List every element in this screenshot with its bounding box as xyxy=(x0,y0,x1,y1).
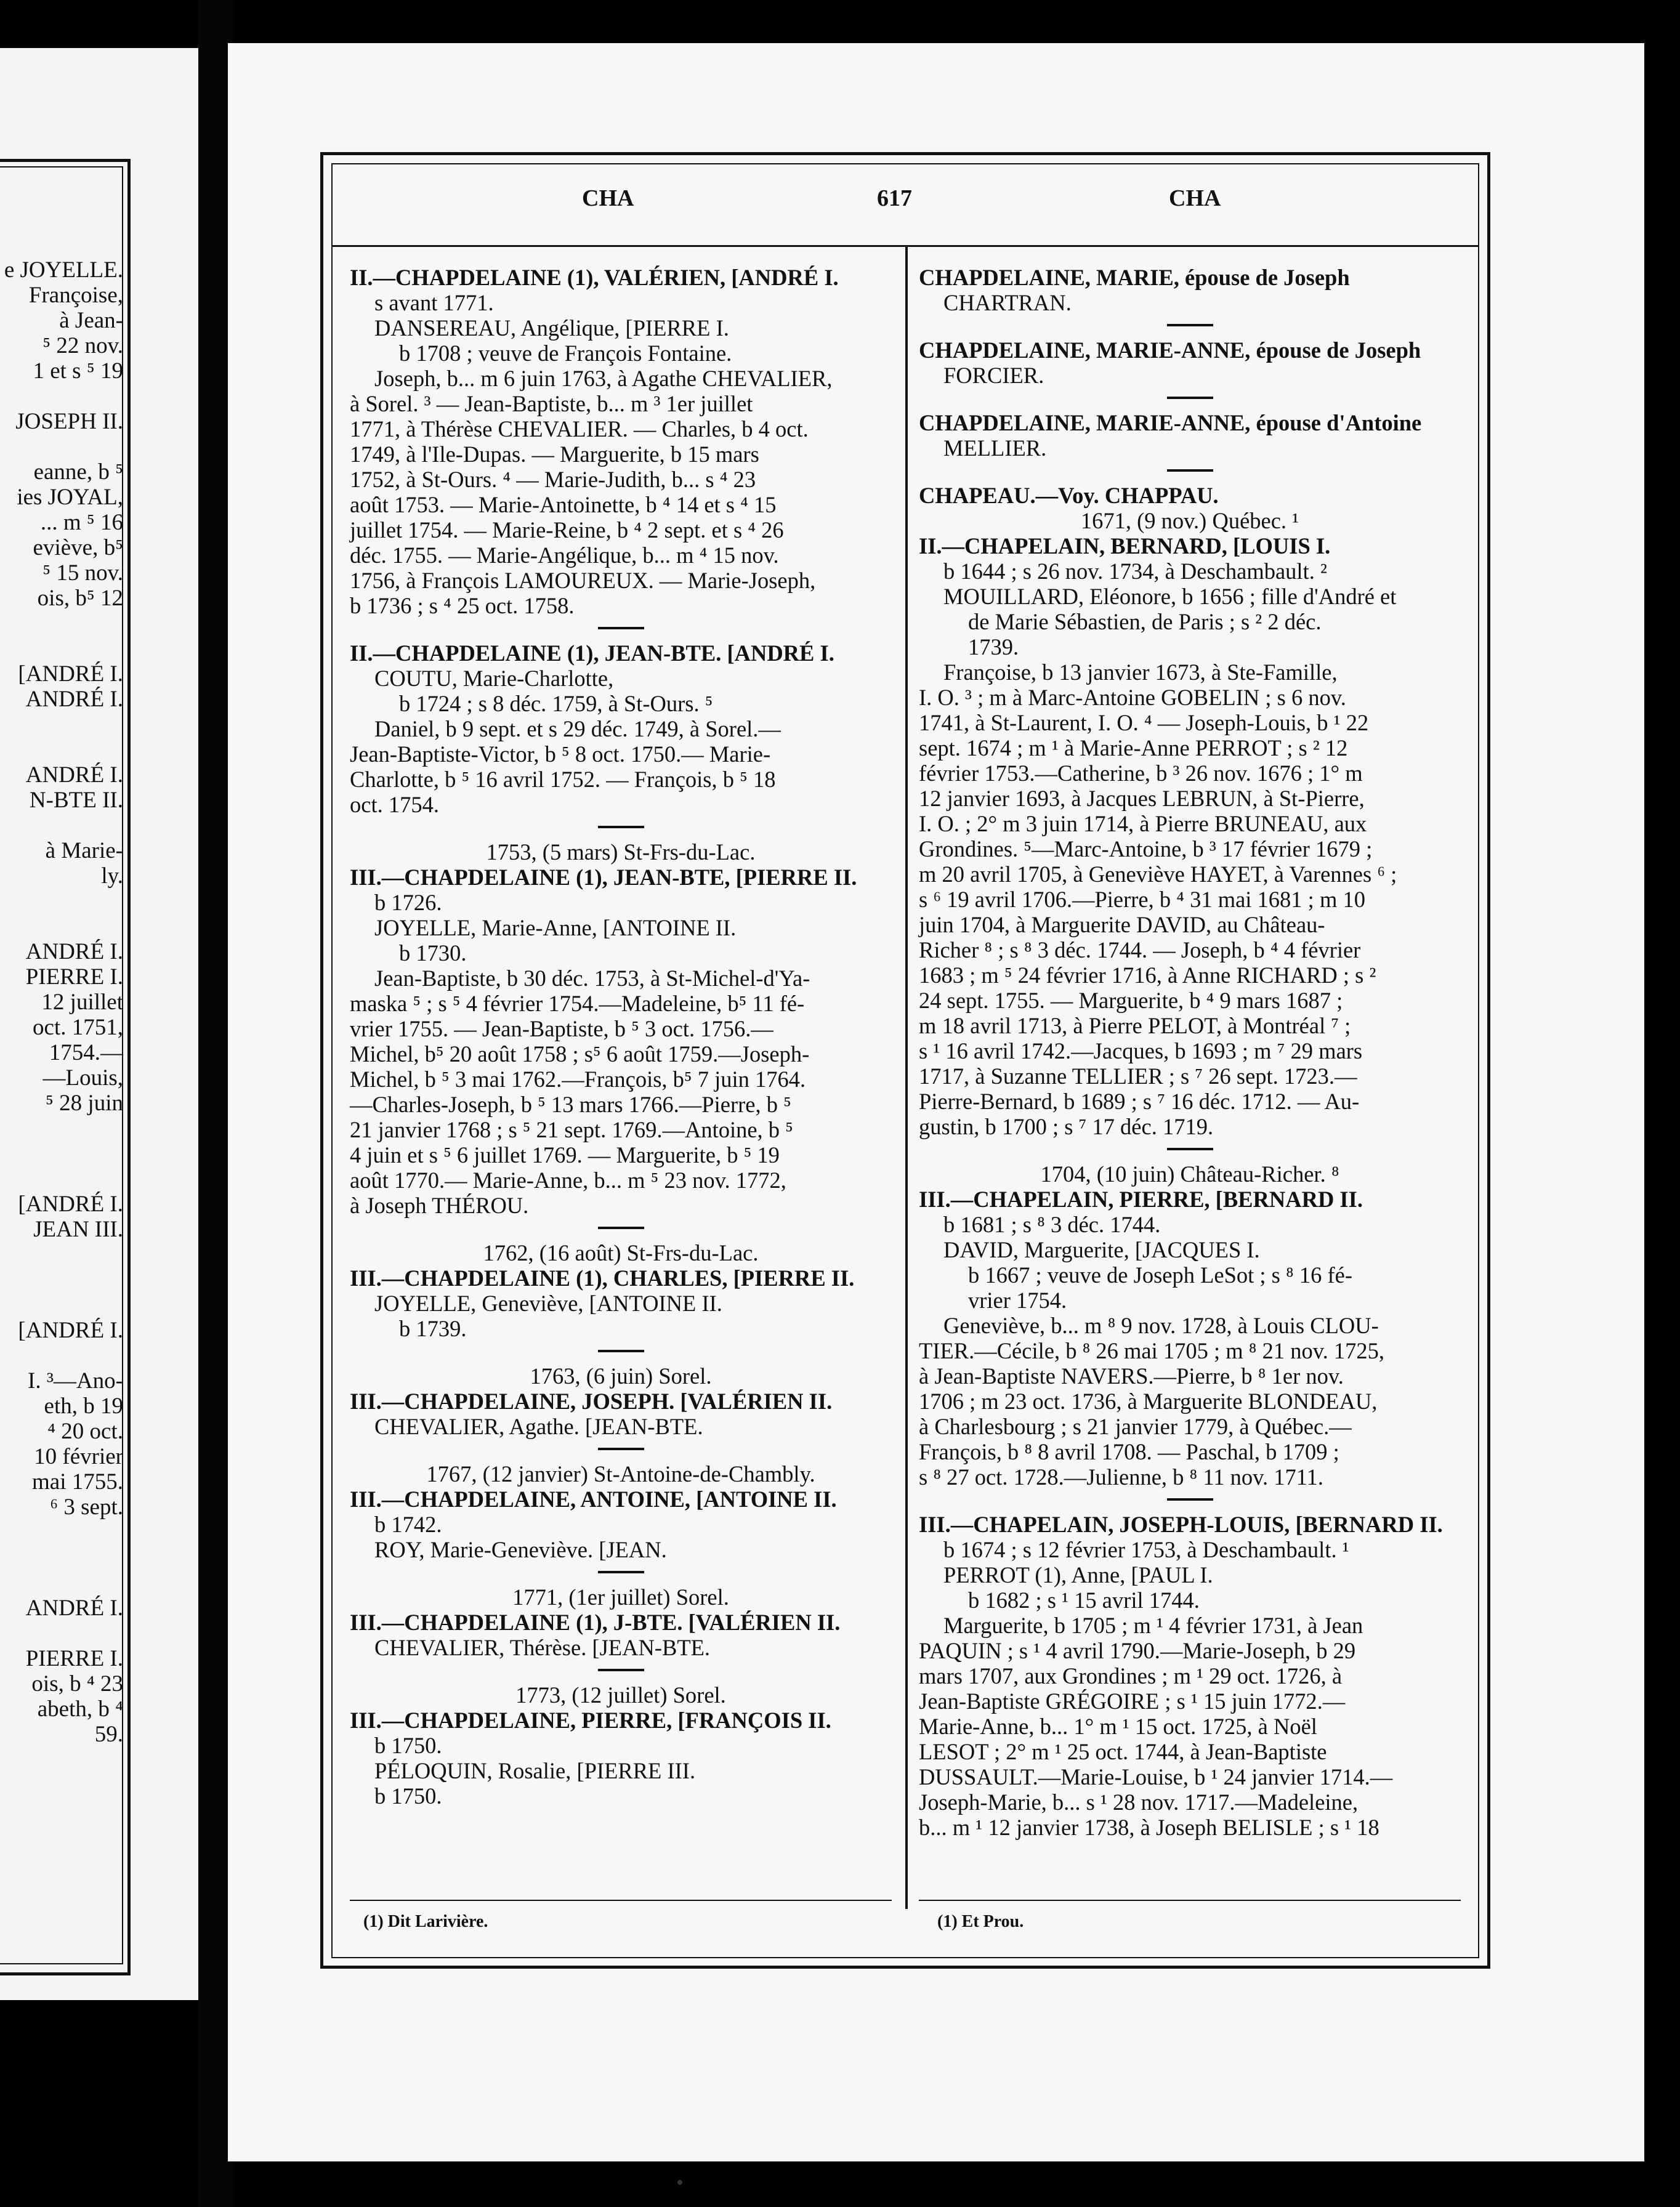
facing-page-line: JEAN III. xyxy=(33,1217,123,1242)
facing-page-line xyxy=(0,611,123,636)
facing-page-line: eanne, b ⁵ xyxy=(33,459,123,485)
entry-text-line: TIER.—Cécile, b ⁸ 26 mai 1705 ; m ⁸ 21 nov. 1725, xyxy=(919,1338,1385,1363)
facing-page-line: ⁵ 28 juin xyxy=(46,1091,123,1116)
entry-text-line: b 1667 ; veuve de Joseph LeSot ; s ⁸ 16 fé- xyxy=(968,1262,1352,1288)
entry-heading-line: III.—CHAPELAIN, PIERRE, [BERNARD II. xyxy=(919,1187,1363,1212)
entry-text-line: 1706 ; m 23 oct. 1736, à Marguerite BLONDEAU, xyxy=(919,1389,1378,1414)
facing-page-line: e JOYELLE. xyxy=(4,257,123,283)
facing-page-line: ... m ⁵ 16 xyxy=(40,510,123,535)
entry-text-line: Marie-Anne, b... 1° m ¹ 15 oct. 1725, à Noël xyxy=(919,1714,1317,1739)
entry-text-line: 21 janvier 1768 ; s ⁵ 21 sept. 1769.—Antoine, b ⁵ xyxy=(350,1117,793,1142)
facing-page-line: oct. 1751, xyxy=(33,1015,123,1040)
entry-text-line: 1752, à St-Ours. ⁴ — Marie-Judith, b... s ⁴ 23 xyxy=(350,467,756,492)
entry-heading-line: CHAPDELAINE, MARIE, épouse de Joseph xyxy=(919,265,1350,290)
facing-page-line: ANDRÉ I. xyxy=(25,1596,123,1621)
entry-text-line: vrier 1755. — Jean-Baptiste, b ⁵ 3 oct. 1756.— xyxy=(350,1016,773,1041)
facing-page-line: 59. xyxy=(94,1722,123,1747)
entry-text-line: 1756, à François LAMOUREUX. — Marie-Joseph, xyxy=(350,568,816,593)
entry-separator xyxy=(598,1448,644,1450)
entry-text-line: s ⁸ 27 oct. 1728.—Julienne, b ⁸ 11 nov. 1711. xyxy=(919,1464,1324,1490)
entry-heading-line: III.—CHAPDELAINE (1), J-BTE. [VALÉRIEN II. xyxy=(350,1610,841,1635)
entry-text-line: DANSEREAU, Angélique, [PIERRE I. xyxy=(374,315,729,341)
facing-page-line xyxy=(0,712,123,737)
entry-text-line: s avant 1771. xyxy=(374,290,494,315)
entry-heading-line: CHAPDELAINE, MARIE-ANNE, épouse de Joseph xyxy=(919,337,1421,363)
facing-page-line xyxy=(0,1267,123,1293)
left-column xyxy=(350,265,892,1809)
entry-text-line: 1683 ; m ⁵ 24 février 1716, à Anne RICHARD ; s ² xyxy=(919,962,1376,988)
entry-text-line: Daniel, b 9 sept. et s 29 déc. 1749, à Sorel.— xyxy=(374,716,781,741)
facing-page-line: ⁶ 3 sept. xyxy=(50,1495,123,1520)
facing-page-line: ⁴ 20 oct. xyxy=(47,1419,123,1444)
entry-separator xyxy=(598,1227,644,1229)
entry-text-line: 1741, à St-Laurent, I. O. ⁴ — Joseph-Louis, b ¹ 22 xyxy=(919,710,1369,735)
entry-text-line: m 20 avril 1705, à Geneviève HAYET, à Varennes ⁶ ; xyxy=(919,861,1397,887)
entry-text-line: Françoise, b 13 janvier 1673, à Ste-Famille, xyxy=(943,660,1338,685)
entry-text-line: 1717, à Suzanne TELLIER ; s ⁷ 26 sept. 1723.— xyxy=(919,1063,1357,1089)
entry-separator xyxy=(1167,324,1213,326)
entry-text-line: b... m ¹ 12 janvier 1738, à Joseph BELISLE ; s ¹ 18 xyxy=(919,1815,1379,1840)
facing-page-line: à Marie- xyxy=(45,838,123,863)
entry-heading-line: II.—CHAPELAIN, BERNARD, [LOUIS I. xyxy=(919,533,1331,559)
entry-heading-line: III.—CHAPDELAINE (1), JEAN-BTE, [PIERRE II. xyxy=(350,865,857,890)
entry-text-line: Joseph-Marie, b... s ¹ 28 nov. 1717.—Madeleine, xyxy=(919,1789,1359,1815)
entry-separator xyxy=(1167,469,1213,472)
entry-text-line: DAVID, Marguerite, [JACQUES I. xyxy=(943,1237,1260,1262)
entry-text-line: b 1674 ; s 12 février 1753, à Deschambault. ¹ xyxy=(943,1537,1349,1562)
entry-text-line: sept. 1674 ; m ¹ à Marie-Anne PERROT ; s ² 12 xyxy=(919,735,1348,761)
entry-text-line: PAQUIN ; s ¹ 4 avril 1790.—Marie-Joseph, b 29 xyxy=(919,1638,1356,1663)
entry-separator xyxy=(598,826,644,828)
facing-page-line xyxy=(0,813,123,838)
entry-separator xyxy=(598,1571,644,1573)
footnote-left: (1) Dit Larivière. xyxy=(363,1912,488,1931)
entry-text-line: Richer ⁸ ; s ⁸ 3 déc. 1744. — Joseph, b ⁴ 4 février xyxy=(919,937,1361,962)
entry-text-line: Geneviève, b... m ⁸ 9 nov. 1728, à Louis CLOU- xyxy=(943,1313,1379,1338)
facing-page-line xyxy=(0,1242,123,1267)
facing-page-line xyxy=(0,914,123,939)
facing-page-line: PIERRE I. xyxy=(25,964,123,990)
facing-page-line xyxy=(0,1166,123,1192)
footnote-rule-right xyxy=(919,1900,1461,1901)
entry-text-line: b 1726. xyxy=(374,890,442,915)
entry-separator xyxy=(598,1350,644,1352)
facing-page-line xyxy=(0,1545,123,1570)
entry-text-line: b 1750. xyxy=(374,1783,442,1809)
facing-page-line: [ANDRÉ I. xyxy=(18,661,123,687)
entry-text-line: de Marie Sébastien, de Paris ; s ² 2 déc. xyxy=(968,609,1322,634)
entry-text-line: 4 juin et s ⁵ 6 juillet 1769. — Marguerite, b ⁵ 19 xyxy=(350,1142,780,1168)
facing-page-line: eviève, b⁵ xyxy=(33,535,123,560)
entry-text-line: février 1753.—Catherine, b ³ 26 nov. 1676 ; 1° m xyxy=(919,761,1363,786)
entry-text-line: CHARTRAN. xyxy=(943,290,1072,315)
entry-heading-line: III.—CHAPELAIN, JOSEPH-LOUIS, [BERNARD II. xyxy=(919,1512,1443,1537)
entry-heading-line: CHAPDELAINE, MARIE-ANNE, épouse d'Antoine xyxy=(919,410,1422,435)
facing-page-line: 1 et s ⁵ 19 xyxy=(33,358,123,384)
entry-separator xyxy=(598,627,644,629)
facing-page-line: JOSEPH II. xyxy=(15,409,123,434)
entry-text-line: à Charlesbourg ; s 21 janvier 1779, à Québec.— xyxy=(919,1414,1352,1439)
facing-page-line: ies JOYAL, xyxy=(17,485,123,510)
entry-text-line: LESOT ; 2° m ¹ 25 oct. 1744, à Jean-Baptiste xyxy=(919,1739,1327,1764)
entry-text-line: Jean-Baptiste GRÉGOIRE ; s ¹ 15 juin 1772.— xyxy=(919,1689,1346,1714)
facing-page-line: N-BTE II. xyxy=(29,788,123,813)
footnote-rule-left xyxy=(350,1900,892,1901)
facing-page-line xyxy=(0,1293,123,1318)
facing-page-line: ⁵ 22 nov. xyxy=(42,333,123,358)
entry-heading-line: II.—CHAPDELAINE (1), VALÉRIEN, [ANDRÉ I. xyxy=(350,265,839,290)
entry-text-line: Jean-Baptiste, b 30 déc. 1753, à St-Michel-d'Ya- xyxy=(374,966,810,991)
entry-text-line: Jean-Baptiste-Victor, b ⁵ 8 oct. 1750.— Marie- xyxy=(350,741,771,767)
entry-text-line: b 1724 ; s 8 déc. 1759, à St-Ours. ⁵ xyxy=(399,691,713,716)
entry-heading-line: II.—CHAPDELAINE (1), JEAN-BTE. [ANDRÉ I. xyxy=(350,640,834,666)
facing-page-line: [ANDRÉ I. xyxy=(18,1192,123,1217)
marriage-date-heading: 1767, (12 janvier) St-Antoine-de-Chambly. xyxy=(426,1461,815,1487)
right-column xyxy=(919,265,1461,1840)
facing-page-text xyxy=(0,257,123,1747)
marriage-date-heading: 1762, (16 août) St-Frs-du-Lac. xyxy=(483,1240,759,1265)
entry-text-line: 1771, à Thérèse CHEVALIER. — Charles, b 4 oct. xyxy=(350,416,809,442)
facing-page-line xyxy=(0,1116,123,1141)
entry-text-line: b 1681 ; s ⁸ 3 déc. 1744. xyxy=(943,1212,1161,1237)
entry-text-line: 24 sept. 1755. — Marguerite, b ⁴ 9 mars 1687 ; xyxy=(919,988,1343,1013)
marriage-date-heading: 1763, (6 juin) Sorel. xyxy=(530,1363,712,1389)
entry-text-line: JOYELLE, Geneviève, [ANTOINE II. xyxy=(374,1291,722,1316)
entry-text-line: à Sorel. ³ — Jean-Baptiste, b... m ³ 1er juillet xyxy=(350,391,753,416)
entry-text-line: à Jean-Baptiste NAVERS.—Pierre, b ⁸ 1er nov. xyxy=(919,1363,1344,1389)
entry-text-line: I. O. ; 2° m 3 juin 1714, à Pierre BRUNEAU, aux xyxy=(919,811,1367,836)
entry-separator xyxy=(1167,1498,1213,1501)
entry-heading-line: III.—CHAPDELAINE, JOSEPH. [VALÉRIEN II. xyxy=(350,1389,833,1414)
entry-heading-line: III.—CHAPDELAINE, PIERRE, [FRANÇOIS II. xyxy=(350,1708,831,1733)
entry-text-line: Michel, b ⁵ 3 mai 1762.—François, b⁵ 7 juin 1764. xyxy=(350,1067,806,1092)
entry-text-line: FORCIER. xyxy=(943,363,1044,388)
facing-page-line: —Louis, xyxy=(42,1065,123,1091)
footnote-right: (1) Et Prou. xyxy=(937,1912,1024,1931)
facing-page-line xyxy=(0,636,123,661)
entry-text-line: b 1708 ; veuve de François Fontaine. xyxy=(399,341,732,366)
entry-text-line: maska ⁵ ; s ⁵ 4 février 1754.—Madeleine, b⁵ 11 fé- xyxy=(350,991,805,1016)
running-head-left: CHA xyxy=(582,185,634,211)
entry-text-line: oct. 1754. xyxy=(350,792,439,817)
facing-page-line xyxy=(0,1520,123,1545)
entry-text-line: juin 1704, à Marguerite DAVID, au Château- xyxy=(919,912,1325,937)
facing-page-line: [ANDRÉ I. xyxy=(18,1318,123,1343)
entry-text-line: 1749, à l'Ile-Dupas. — Marguerite, b 15 mars xyxy=(350,442,759,467)
entry-text-line: s ¹ 16 avril 1742.—Jacques, b 1693 ; m ⁷ 29 mars xyxy=(919,1038,1363,1063)
facing-page-line xyxy=(0,1570,123,1596)
facing-page-line xyxy=(0,1141,123,1166)
column-separator xyxy=(905,246,908,1909)
facing-page-line: ois, b⁵ 12 xyxy=(37,586,123,611)
marriage-date-heading: 1704, (10 juin) Château-Richer. ⁸ xyxy=(1040,1161,1339,1187)
facing-page-line: à Jean- xyxy=(59,308,123,333)
facing-page-line: ANDRÉ I. xyxy=(25,762,123,788)
entry-text-line: PERROT (1), Anne, [PAUL I. xyxy=(943,1562,1213,1588)
facing-page-line xyxy=(0,737,123,762)
marriage-date-heading: 1771, (1er juillet) Sorel. xyxy=(512,1584,729,1610)
entry-text-line: b 1742. xyxy=(374,1512,442,1537)
entry-text-line: Michel, b⁵ 20 août 1758 ; s⁵ 6 août 1759.—Joseph- xyxy=(350,1041,810,1067)
entry-text-line: Charlotte, b ⁵ 16 avril 1752. — François, b ⁵ 18 xyxy=(350,767,776,792)
page-number: 617 xyxy=(877,185,912,211)
entry-text-line: CHEVALIER, Thérèse. [JEAN-BTE. xyxy=(374,1635,711,1660)
entry-text-line: déc. 1755. — Marie-Angélique, b... m ⁴ 15 nov. xyxy=(350,543,779,568)
marriage-date-heading: 1753, (5 mars) St-Frs-du-Lac. xyxy=(486,839,756,865)
entry-text-line: b 1750. xyxy=(374,1733,442,1758)
entry-separator xyxy=(598,1669,644,1671)
entry-text-line: b 1739. xyxy=(399,1316,467,1341)
entry-text-line: août 1753. — Marie-Antoinette, b ⁴ 14 et s ⁴ 15 xyxy=(350,492,777,517)
entry-text-line: Joseph, b... m 6 juin 1763, à Agathe CHEVALIER, xyxy=(374,366,833,391)
entry-heading-line: III.—CHAPDELAINE, ANTOINE, [ANTOINE II. xyxy=(350,1487,837,1512)
facing-page-line xyxy=(0,1621,123,1646)
facing-page-line: mai 1755. xyxy=(32,1469,123,1495)
facing-page-line: eth, b 19 xyxy=(44,1394,123,1419)
entry-heading-line: CHAPEAU.—Voy. CHAPPAU. xyxy=(919,483,1219,508)
entry-text-line: b 1682 ; s ¹ 15 avril 1744. xyxy=(968,1588,1200,1613)
entry-text-line: s ⁶ 19 avril 1706.—Pierre, b ⁴ 31 mai 1681 ; m 10 xyxy=(919,887,1365,912)
entry-text-line: MOUILLARD, Eléonore, b 1656 ; fille d'André et xyxy=(943,584,1397,609)
facing-page-line xyxy=(0,889,123,914)
entry-text-line: b 1730. xyxy=(399,940,467,966)
entry-text-line: DUSSAULT.—Marie-Louise, b ¹ 24 janvier 1714.— xyxy=(919,1764,1393,1789)
entry-text-line: b 1644 ; s 26 nov. 1734, à Deschambault. ² xyxy=(943,559,1327,584)
entry-text-line: Grondines. ⁵—Marc-Antoine, b ³ 17 février 1679 ; xyxy=(919,836,1373,861)
facing-page-line: 1754.— xyxy=(49,1040,123,1065)
entry-text-line: 12 janvier 1693, à Jacques LEBRUN, à St-Pierre, xyxy=(919,786,1365,811)
facing-page-line: ANDRÉ I. xyxy=(25,687,123,712)
marriage-date-heading: 1773, (12 juillet) Sorel. xyxy=(515,1682,726,1708)
entry-text-line: CHEVALIER, Agathe. [JEAN-BTE. xyxy=(374,1414,703,1439)
facing-page-fragment xyxy=(0,48,198,2000)
facing-page-line: ois, b ⁴ 23 xyxy=(31,1671,123,1697)
marriage-date-heading: 1671, (9 nov.) Québec. ¹ xyxy=(1080,508,1299,533)
entry-text-line: mars 1707, aux Grondines ; m ¹ 29 oct. 1726, à xyxy=(919,1663,1343,1689)
entry-text-line: vrier 1754. xyxy=(968,1288,1067,1313)
facing-page-line: 10 février xyxy=(34,1444,123,1469)
running-head-right: CHA xyxy=(1169,185,1221,211)
facing-page-line: Françoise, xyxy=(28,283,123,308)
entry-text-line: m 18 avril 1713, à Pierre PELOT, à Montréal ⁷ ; xyxy=(919,1013,1351,1038)
entry-text-line: août 1770.— Marie-Anne, b... m ⁵ 23 nov. 1772, xyxy=(350,1168,786,1193)
ink-speck xyxy=(677,2180,682,2185)
entry-text-line: —Charles-Joseph, b ⁵ 13 mars 1766.—Pierre, b ⁵ xyxy=(350,1092,791,1117)
entry-text-line: Marguerite, b 1705 ; m ¹ 4 février 1731, à Jean xyxy=(943,1613,1363,1638)
facing-page-line: PIERRE I. xyxy=(25,1646,123,1671)
entry-text-line: gustin, b 1700 ; s ⁷ 17 déc. 1719. xyxy=(919,1114,1214,1139)
facing-page-line xyxy=(0,384,123,409)
entry-text-line: b 1736 ; s ⁴ 25 oct. 1758. xyxy=(350,593,575,618)
facing-page-line: ⁵ 15 nov. xyxy=(42,560,123,586)
entry-text-line: Pierre-Bernard, b 1689 ; s ⁷ 16 déc. 1712. — Au- xyxy=(919,1089,1360,1114)
entry-text-line: ROY, Marie-Geneviève. [JEAN. xyxy=(374,1537,667,1562)
entry-text-line: COUTU, Marie-Charlotte, xyxy=(374,666,614,691)
entry-separator xyxy=(1167,1148,1213,1150)
entry-text-line: François, b ⁸ 8 avril 1708. — Paschal, b 1709 ; xyxy=(919,1439,1339,1464)
entry-text-line: I. O. ³ ; m à Marc-Antoine GOBELIN ; s 6 nov. xyxy=(919,685,1346,710)
entry-heading-line: III.—CHAPDELAINE (1), CHARLES, [PIERRE II. xyxy=(350,1265,855,1291)
facing-page-line: 12 juillet xyxy=(41,990,123,1015)
entry-text-line: MELLIER. xyxy=(943,435,1047,461)
facing-page-line: I. ³—Ano- xyxy=(28,1368,123,1394)
entry-text-line: 1739. xyxy=(968,634,1019,660)
facing-page-line: ly. xyxy=(101,863,123,889)
entry-text-line: juillet 1754. — Marie-Reine, b ⁴ 2 sept. et s ⁴ 26 xyxy=(350,517,784,543)
facing-page-line xyxy=(0,434,123,459)
entry-text-line: à Joseph THÉROU. xyxy=(350,1193,529,1218)
facing-page-line: ANDRÉ I. xyxy=(25,939,123,964)
entry-text-line: PÉLOQUIN, Rosalie, [PIERRE III. xyxy=(374,1758,696,1783)
entry-separator xyxy=(1167,397,1213,399)
facing-page-line: abeth, b ⁴ xyxy=(37,1697,123,1722)
facing-page-line xyxy=(0,1343,123,1368)
entry-text-line: JOYELLE, Marie-Anne, [ANTOINE II. xyxy=(374,915,737,940)
